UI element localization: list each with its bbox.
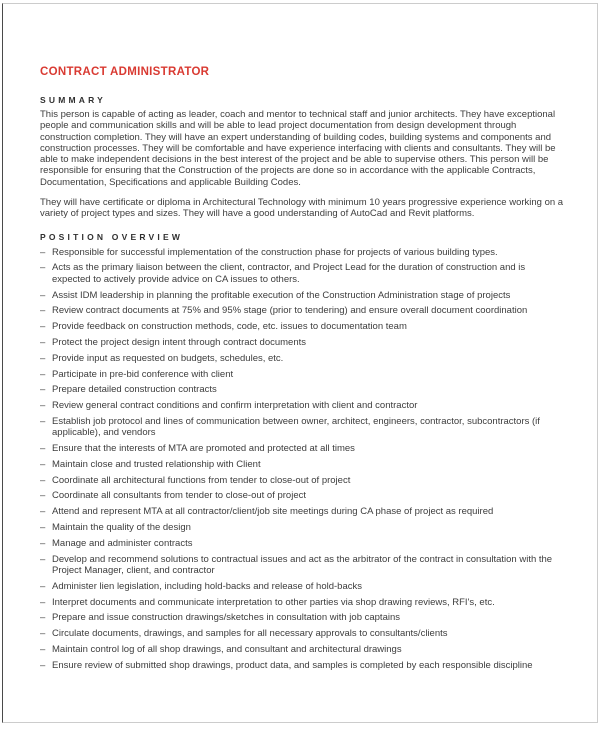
list-item-text: Assist IDM leadership in planning the profitable execution of the Construction Administration stage of projects <box>52 289 511 301</box>
bullet-dash: – <box>40 553 46 565</box>
list-item-text: Ensure that the interests of MTA are promoted and protected at all times <box>52 443 355 455</box>
list-item <box>40 475 565 486</box>
bullet-dash: – <box>40 415 46 427</box>
bullet-dash: – <box>40 321 46 333</box>
list-item <box>40 612 565 623</box>
list-item-text: Ensure review of submitted shop drawings, product data, and samples is completed by each responsible discipline <box>52 659 533 671</box>
bullet-dash: – <box>40 289 46 301</box>
bullet-dash: – <box>40 596 46 608</box>
list-item <box>40 628 565 639</box>
summary-heading: SUMMARY <box>40 95 106 105</box>
list-item-text: Coordinate all consultants from tender to close-out of project <box>52 490 306 502</box>
position-overview-list <box>40 247 565 671</box>
list-item <box>40 416 565 439</box>
list-item-text: Prepare and issue construction drawings/sketches in consultation with job captains <box>52 612 400 624</box>
list-item-text: Manage and administer contracts <box>52 537 193 549</box>
list-item-text: Prepare detailed construction contracts <box>52 384 217 396</box>
list-item-text: Provide feedback on construction methods, code, etc. issues to documentation team <box>52 321 407 333</box>
bullet-dash: – <box>40 659 46 671</box>
list-item <box>40 554 565 577</box>
list-item-text: Develop and recommend solutions to contractual issues and act as the arbitrator of the contract in consultation with the Project Manager, client, and contractor <box>52 553 553 576</box>
bullet-dash: – <box>40 384 46 396</box>
bullet-dash: – <box>40 580 46 592</box>
list-item-text: Review general contract conditions and confirm interpretation with client and contractor <box>52 400 418 412</box>
list-item-text: Attend and represent MTA at all contractor/client/job site meetings during CA phase of project as required <box>52 506 494 518</box>
bullet-dash: – <box>40 443 46 455</box>
list-item-text: Participate in pre-bid conference with client <box>52 368 234 380</box>
list-item-text: Establish job protocol and lines of communication between owner, architect, engineers, contractor, subcontractors (if applicable), and vendors <box>52 415 540 439</box>
bullet-dash: – <box>40 643 46 655</box>
list-item <box>40 490 565 501</box>
list-item-text: Interpret documents and communicate interpretation to other parties via shop drawing reviews, RFI's, etc. <box>52 596 495 608</box>
list-item-text: Maintain control log of all shop drawings, and consultant and architectural drawings <box>52 643 402 655</box>
bullet-dash: – <box>40 246 46 258</box>
bullet-dash: – <box>40 506 46 518</box>
list-item <box>40 305 565 316</box>
bullet-dash: – <box>40 628 46 640</box>
bullet-dash: – <box>40 336 46 348</box>
list-item <box>40 400 565 411</box>
list-item-text: Responsible for successful implementation of the construction phase for projects of various building types. <box>52 246 498 258</box>
bullet-dash: – <box>40 305 46 317</box>
list-item <box>40 459 565 470</box>
bullet-dash: – <box>40 490 46 502</box>
list-item <box>40 522 565 533</box>
qualifications-paragraph: They will have certificate or diploma in Architectural Technology with minimum 10 years progressive experience working on a variety of project types and sizes. They will have a good understanding of AutoCad and Revit platforms. <box>40 197 564 220</box>
list-item <box>40 353 565 364</box>
list-item <box>40 581 565 592</box>
list-item-text: Review contract documents at 75% and 95% stage (prior to tendering) and ensure overall document coordination <box>52 305 528 317</box>
bullet-dash: – <box>40 474 46 486</box>
list-item <box>40 443 565 454</box>
list-item-text: Circulate documents, drawings, and samples for all necessary approvals to consultants/clients <box>52 628 448 640</box>
list-item <box>40 262 565 285</box>
list-item <box>40 290 565 301</box>
list-item-text: Administer lien legislation, including hold-backs and release of hold-backs <box>52 580 362 592</box>
bullet-dash: – <box>40 612 46 624</box>
list-item-text: Coordinate all architectural functions from tender to close-out of project <box>52 474 351 486</box>
list-item <box>40 506 565 517</box>
list-item <box>40 384 565 395</box>
list-item <box>40 247 565 258</box>
document-content <box>40 66 565 675</box>
bullet-dash: – <box>40 522 46 534</box>
list-item-text: Protect the project design intent through contract documents <box>52 336 307 348</box>
bullet-dash: – <box>40 400 46 412</box>
page-title: CONTRACT ADMINISTRATOR <box>40 66 210 78</box>
list-item-text: Maintain close and trusted relationship with Client <box>52 458 261 470</box>
list-item-text: Acts as the primary liaison between the client, contractor, and Project Lead for the duration of construction and is expected to actively provide advice on CA issues to others. <box>52 262 526 285</box>
list-item-text: Maintain the quality of the design <box>52 522 191 534</box>
position-overview-heading: POSITION OVERVIEW <box>40 231 184 242</box>
list-item-text: Provide input as requested on budgets, schedules, etc. <box>52 352 284 364</box>
list-item <box>40 660 565 671</box>
list-item <box>40 538 565 549</box>
bullet-dash: – <box>40 262 46 274</box>
bullet-dash: – <box>40 368 46 380</box>
list-item <box>40 644 565 655</box>
bullet-dash: – <box>40 537 46 549</box>
list-item <box>40 337 565 348</box>
summary-paragraph: This person is capable of acting as leader, coach and mentor to technical staff and junior architects. They have exceptional people and communication skills and will be able to lead project documentation from design development through construction completion. They will have an expert understanding of building codes, building systems and components and construction processes. They will be comfortable and have experience interfacing with clients and consultants. They will be able to make independent decisions in the best interest of the project and be able to supervise others. This person will be responsible for ensuring that the Construction of the projects are done so in accordance with the applicable Contracts, Documentation, Specifications and applicable Building Codes. <box>40 109 556 188</box>
bullet-dash: – <box>40 352 46 364</box>
bullet-dash: – <box>40 458 46 470</box>
list-item <box>40 369 565 380</box>
list-item <box>40 321 565 332</box>
list-item <box>40 597 565 608</box>
